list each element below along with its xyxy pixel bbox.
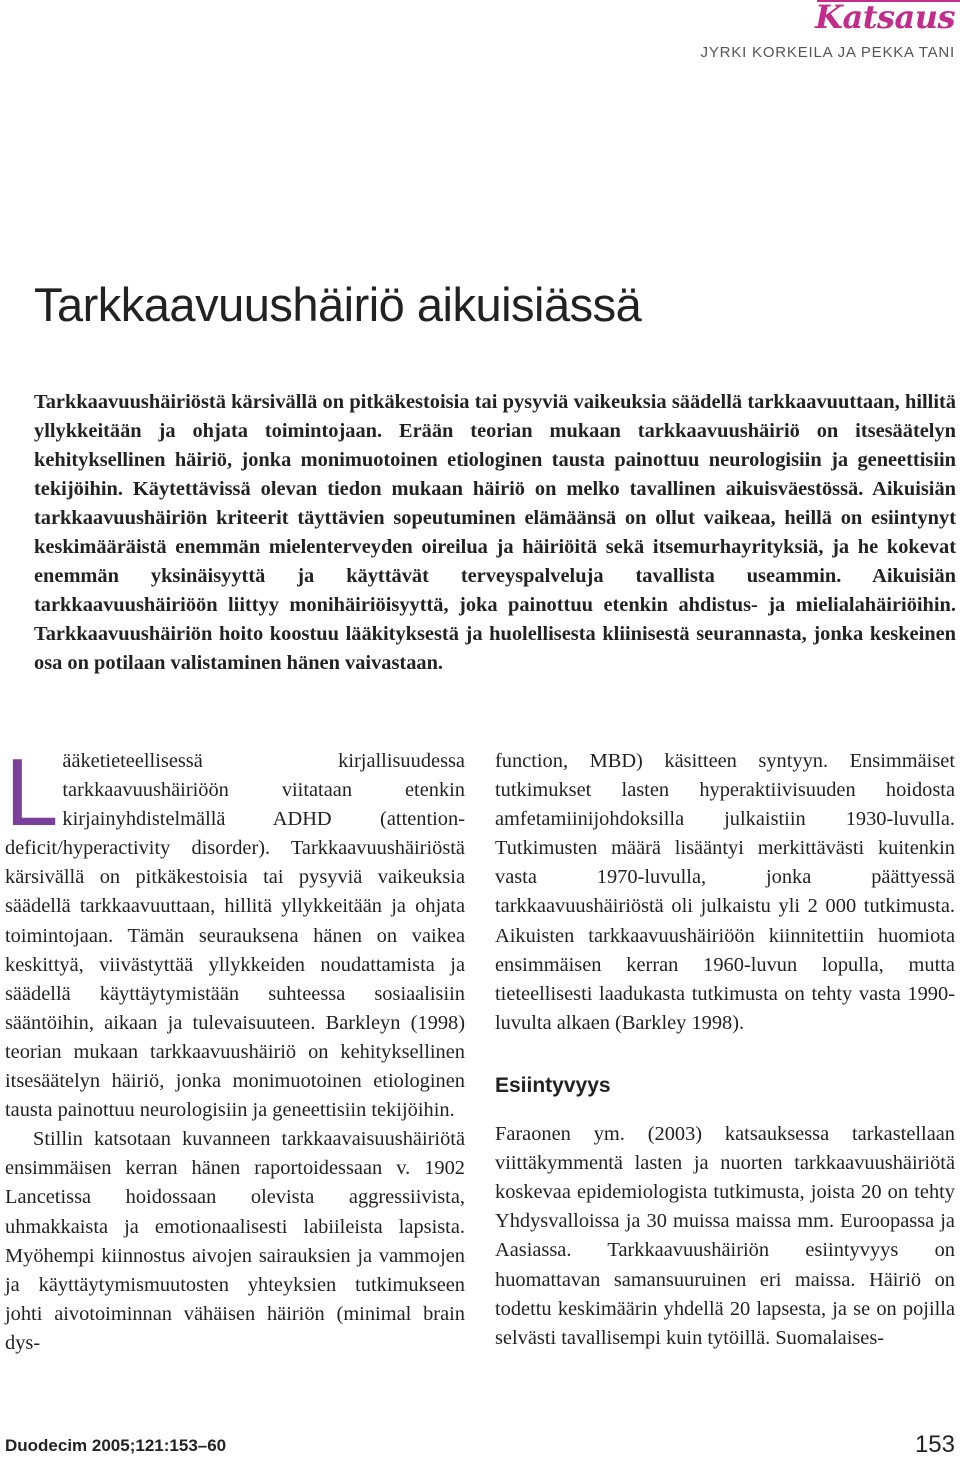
article-title: Tarkkaavuushäiriö aikuisiässä xyxy=(34,278,642,331)
body-paragraph: function, MBD) käsitteen syntyyn. Ensimmäiset tutkimukset lasten hyperaktiivisuuden hoidosta amfetamiinijohdoksilla julkaistiin 1930-luvulla. Tutkimusten määrä lisääntyi merkittävästi kuitenkin vasta 1970-luvulla, jonka päättyessä tarkkaavuushäiriöstä oli julkaistu yli 2 000 tutkimusta. Aikuisten tarkkaavuushäiriöön kiinnitettiin huomiota ensimmäisen kerran 1960-luvun lopulla, mutta tieteellisesti laadukasta tutkimusta on tehty vasta 1990-luvulta alkaen (Barkley 1998). xyxy=(495,750,955,1034)
article-abstract: Tarkkaavuushäiriöstä kärsivällä on pitkäkestoisia tai pysyviä vaikeuksia säädellä tarkkaavuuttaan, hillitä yllykkeitään ja ohjata toimintojaan. Erään teorian mukaan tarkkaavuushäiriö on itsesäätelyn kehityksellinen häiriö, jonka monimuotoinen etiologinen tausta painottuu neurologisiin ja geneettisiin tekijöihin. Käytettävissä olevan tiedon mukaan häiriö on melko tavallinen aikuisväestössä. Aikuisiän tarkkaavuushäiriön kriteerit täyttävien sopeutuminen elämäänsä on ollut vaikeaa, heillä on esiintynyt keskimääräistä enemmän mielenterveyden oireilua ja häiriöitä sekä itsemurhayrityksiä, ja he kokevat enemmän yksinäisyyttä ja käyttävät terveyspalveluja tavallista useammin. Aikuisiän tarkkaavuushäiriöön liittyy monihäiriöisyyttä, joka painottuu etenkin ahdistus- ja mielialahäiriöihin. Tarkkaavuushäiriön hoito koostuu lääkityksestä ja huolellisesta kliinisestä seurannasta, jonka keskeinen osa on potilaan valistaminen hänen vaivastaan. xyxy=(34,391,956,674)
body-paragraph-text: ääketieteellisessä kirjallisuudessa tarkkaavuushäiriöön viitataan etenkin kirjainyhdistelmällä ADHD (attention-deficit/hyperactivity disorder). Tarkkaavuushäiriöstä kärsivällä on pitkäkestoisia tai pysyviä vaikeuksia säädellä tarkkaavuuttaan, hillitä yllykkeitään ja ohjata toimintojaan. Tämän seurauksena hänen on vaikea keskittyä, viivästyttää yllykkeiden noudattamista ja säädellä käyttäytymistään suhteessa sosiaalisiin sääntöihin, aikaan ja tulevaisuuteen. Barkleyn (1998) teorian mukaan tarkkaavuushäiriö on kehityksellinen itsesäätelyn häiriö, jonka monimuotoinen etiologinen tausta painottuu neurologisiin ja geneettisiin tekijöihin. xyxy=(5,750,465,1122)
article-authors: JYRKI KORKEILA JA PEKKA TANI xyxy=(700,44,955,61)
section-label: Katsaus xyxy=(815,0,955,36)
body-paragraph: Faraonen ym. (2003) katsauksessa tarkastellaan viittäkymmentä lasten ja nuorten tarkkaavuushäiriötä koskevaa epidemiologista tutkimusta, joista 20 on tehty Yhdysvalloissa ja 30 muissa maissa mm. Euroopassa ja Aasiassa. Tarkkaavuushäiriön esiintyvyys on huomattavan samansuuruinen eri maissa. Häiriö on todettu keskimäärin yhdellä 20 lapsesta, ja se on pojilla selvästi tavallisempi kuin tytöillä. Suomalaises- xyxy=(495,1123,955,1349)
journal-citation: Duodecim 2005;121:153–60 xyxy=(5,1436,227,1455)
left-column xyxy=(5,739,465,1358)
section-heading: Esiintyvyys xyxy=(495,1073,611,1097)
right-column xyxy=(495,747,955,1353)
body-paragraph xyxy=(5,739,465,1125)
body-paragraph: Stillin katsotaan kuvanneen tarkkaavaisuushäiriötä ensimmäisen kerran hänen raportoidessaan v. 1902 Lancetissa hoidossaan olevista aggressiivista, uhmakkaista ja emotionaalisesti labiileista lapsista. Myöhempi kiinnostus aivojen sairauksien ja vammojen ja käyttäytymismuutosten yhteyksien tutkimukseen johti aivotoiminnan vähäisen häiriön (minimal brain dys- xyxy=(5,1128,465,1354)
drop-cap-letter: L xyxy=(5,739,59,846)
page-number: 153 xyxy=(914,1431,955,1458)
